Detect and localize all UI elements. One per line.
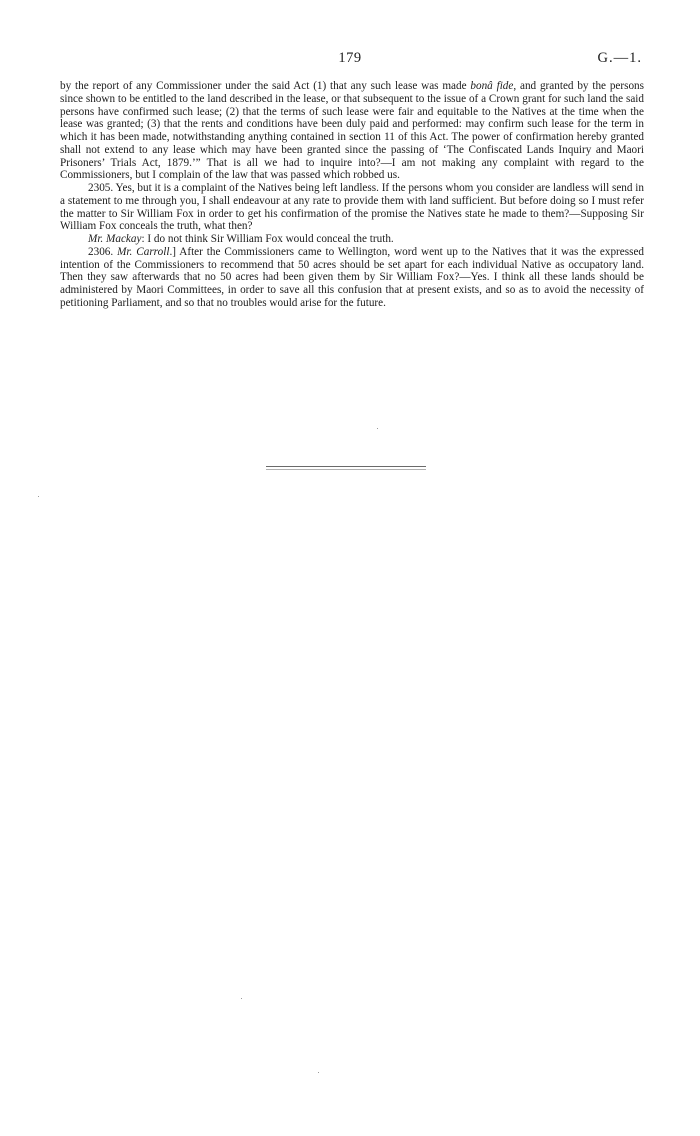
body-text [60,80,644,310]
scan-speck [318,1072,319,1073]
scan-speck [241,998,242,999]
italic-run: bonâ fide [470,80,514,92]
text-run: , and granted by the persons since shown to be entitled to the land described in the lease, or that subsequent to the issue of a Crown grant for such land the said persons have confirmed such lease; (2) that the terms of such lease were fair and equitable to the Natives at the time when the lease was granted; (3) that the rents and conditions have been duly paid and performed: may confirm such lease for the term in which it has been made, notwithstanding anything contained in section 11 of this Act. The power of confirmation hereby granted shall not extend to any lease which may have been granted since the passing of ‘The Confiscated Lands Inquiry and Maori Prisoners’ Trials Act, 1879.’” That is all we had to inquire into?—I am not making any complaint with regard to the Commissioners, but I complain of the law that was passed which robbed us. [60,80,645,182]
section-divider-secondary [266,469,426,470]
text-run: 2306. [88,245,118,258]
paragraph [60,182,644,233]
page-number: 179 [338,50,362,66]
scan-speck [377,428,378,429]
paragraph [60,246,644,310]
document-reference: G.—1. [597,50,642,66]
speaker-name: Mr. Mackay [88,233,142,245]
paragraph [60,233,644,246]
text-run: 2305. Yes, but it is a complaint of the Natives being left landless. If the persons whom you consider are landless will send in a statement to me through you, I shall endeavour at any rate to provide them with land sufficient. But before doing so I must refer the matter to Sir William Fox in order to get his confirmation of the promise the Natives state he made to them?—Supposing Sir William Fox conceals the truth, what then? [60,182,644,233]
text-run: by the report of any Commissioner under the said Act (1) that any such lease was made [60,80,471,92]
scan-speck [38,496,39,497]
text-run: : I do not think Sir William Fox would conceal the truth. [141,233,394,245]
section-divider [266,466,426,467]
paragraph [60,80,644,182]
text-run: .] After the Commissioners came to Wellington, word went up to the Natives that it was the expressed intention of the Commissioners to recommend that 50 acres should be set apart for each individual Native as occupatory land. Then they saw afterwards that no 50 acres had been given them by Sir William Fox?—Yes. I think all these lands should be administered by Maori Committees, in order to save all this confusion that at present exists, and so as to avoid the necessity of petitioning Parliament, and so that no troubles would arise for the future. [60,245,645,309]
speaker-name: Mr. Carroll [117,245,170,258]
